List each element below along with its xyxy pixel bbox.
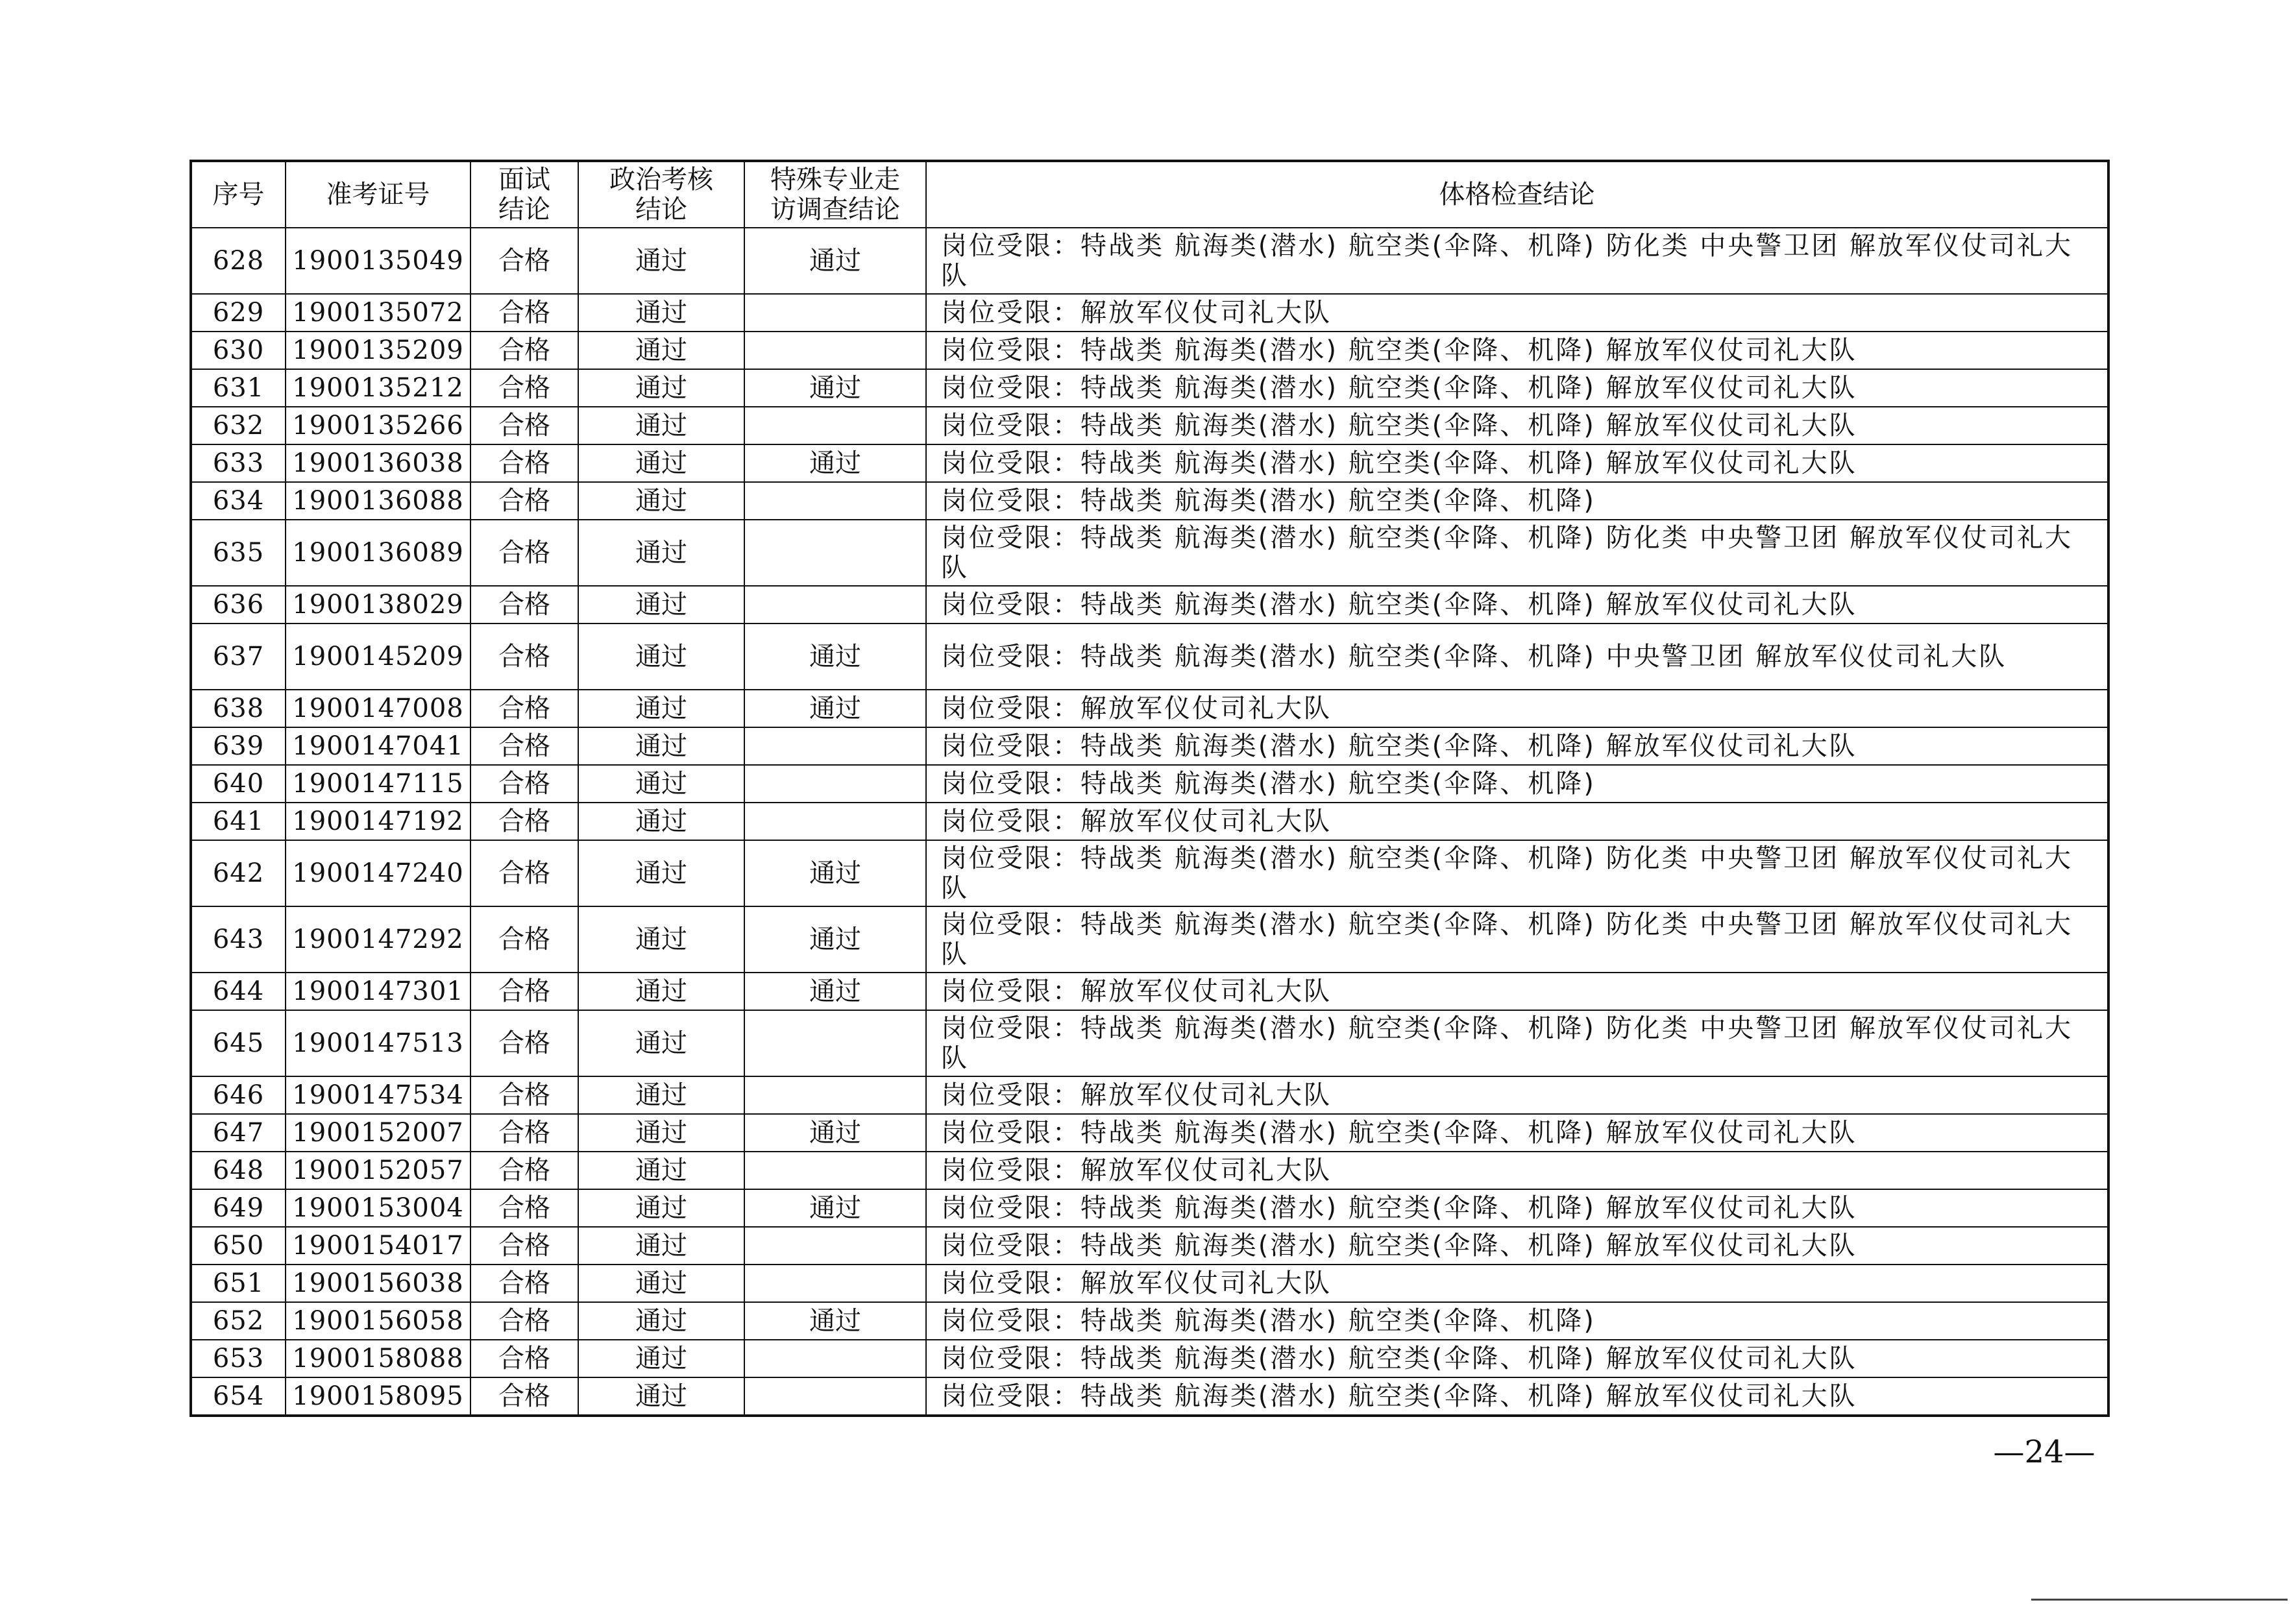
table-row bbox=[191, 520, 2108, 586]
cell-political: 通过 bbox=[578, 803, 744, 840]
header-special bbox=[744, 161, 926, 228]
table-row bbox=[191, 1340, 2108, 1377]
cell-special bbox=[744, 727, 926, 765]
cell-special bbox=[744, 1076, 926, 1114]
table-row bbox=[191, 1227, 2108, 1265]
cell-political: 通过 bbox=[578, 1377, 744, 1416]
table-header bbox=[191, 161, 2108, 228]
cell-ticket: 1900147240 bbox=[286, 840, 470, 906]
cell-political: 通过 bbox=[578, 906, 744, 973]
cell-interview: 合格 bbox=[470, 623, 578, 690]
cell-political: 通过 bbox=[578, 623, 744, 690]
cell-ticket: 1900147534 bbox=[286, 1076, 470, 1114]
cell-political: 通过 bbox=[578, 727, 744, 765]
cell-physical: 岗位受限：特战类 航海类(潜水) 航空类(伞降、机降) bbox=[926, 765, 2108, 803]
header-physical: 体格检查结论 bbox=[926, 161, 2108, 228]
cell-physical: 岗位受限：解放军仪仗司礼大队 bbox=[926, 973, 2108, 1010]
cell-seq: 653 bbox=[191, 1340, 286, 1377]
cell-ticket: 1900135212 bbox=[286, 369, 470, 407]
cell-ticket: 1900154017 bbox=[286, 1227, 470, 1265]
cell-special: 通过 bbox=[744, 228, 926, 294]
cell-seq: 649 bbox=[191, 1189, 286, 1227]
cell-physical: 岗位受限：特战类 航海类(潜水) 航空类(伞降、机降) 防化类 中央警卫团 解放军仪仗司礼大队 bbox=[926, 228, 2108, 294]
cell-seq: 654 bbox=[191, 1377, 286, 1416]
cell-political: 通过 bbox=[578, 1076, 744, 1114]
cell-physical: 岗位受限：解放军仪仗司礼大队 bbox=[926, 1265, 2108, 1302]
cell-ticket: 1900156058 bbox=[286, 1302, 470, 1340]
table-row bbox=[191, 369, 2108, 407]
header-interview-line1: 面试 bbox=[498, 165, 550, 195]
cell-interview: 合格 bbox=[470, 482, 578, 520]
cell-seq: 640 bbox=[191, 765, 286, 803]
cell-physical: 岗位受限：特战类 航海类(潜水) 航空类(伞降、机降) 防化类 中央警卫团 解放军仪仗司礼大队 bbox=[926, 840, 2108, 906]
cell-physical: 岗位受限：特战类 航海类(潜水) 航空类(伞降、机降) 解放军仪仗司礼大队 bbox=[926, 1227, 2108, 1265]
cell-ticket: 1900153004 bbox=[286, 1189, 470, 1227]
cell-interview: 合格 bbox=[470, 1340, 578, 1377]
cell-physical: 岗位受限：特战类 航海类(潜水) 航空类(伞降、机降) 解放军仪仗司礼大队 bbox=[926, 586, 2108, 623]
table-row bbox=[191, 1189, 2108, 1227]
cell-seq: 652 bbox=[191, 1302, 286, 1340]
cell-physical: 岗位受限：特战类 航海类(潜水) 航空类(伞降、机降) 防化类 中央警卫团 解放军仪仗司礼大队 bbox=[926, 1010, 2108, 1076]
cell-special: 通过 bbox=[744, 840, 926, 906]
cell-seq: 633 bbox=[191, 444, 286, 482]
cell-ticket: 1900147301 bbox=[286, 973, 470, 1010]
page-number: —24— bbox=[1993, 1434, 2095, 1470]
table-row bbox=[191, 1265, 2108, 1302]
cell-interview: 合格 bbox=[470, 369, 578, 407]
cell-political: 通过 bbox=[578, 765, 744, 803]
cell-interview: 合格 bbox=[470, 765, 578, 803]
cell-special bbox=[744, 482, 926, 520]
cell-interview: 合格 bbox=[470, 1302, 578, 1340]
header-political-line2: 结论 bbox=[635, 195, 687, 224]
cell-seq: 628 bbox=[191, 228, 286, 294]
cell-political: 通过 bbox=[578, 840, 744, 906]
cell-ticket: 1900135049 bbox=[286, 228, 470, 294]
table-row bbox=[191, 1114, 2108, 1152]
cell-interview: 合格 bbox=[470, 586, 578, 623]
cell-interview: 合格 bbox=[470, 973, 578, 1010]
cell-interview: 合格 bbox=[470, 1265, 578, 1302]
cell-political: 通过 bbox=[578, 294, 744, 332]
cell-special bbox=[744, 1265, 926, 1302]
header-special-line2: 访调查结论 bbox=[770, 195, 900, 224]
header-political bbox=[578, 161, 744, 228]
cell-political: 通过 bbox=[578, 690, 744, 727]
cell-interview: 合格 bbox=[470, 407, 578, 444]
table-row bbox=[191, 803, 2108, 840]
cell-ticket: 1900138029 bbox=[286, 586, 470, 623]
table-row bbox=[191, 690, 2108, 727]
table-row bbox=[191, 840, 2108, 906]
cell-ticket: 1900147513 bbox=[286, 1010, 470, 1076]
cell-ticket: 1900136038 bbox=[286, 444, 470, 482]
cell-special bbox=[744, 1340, 926, 1377]
cell-special bbox=[744, 1152, 926, 1189]
header-interview-line2: 结论 bbox=[498, 195, 550, 224]
cell-ticket: 1900147008 bbox=[286, 690, 470, 727]
cell-ticket: 1900158095 bbox=[286, 1377, 470, 1416]
cell-physical: 岗位受限：特战类 航海类(潜水) 航空类(伞降、机降) 解放军仪仗司礼大队 bbox=[926, 1377, 2108, 1416]
cell-seq: 642 bbox=[191, 840, 286, 906]
cell-ticket: 1900156038 bbox=[286, 1265, 470, 1302]
table-row bbox=[191, 973, 2108, 1010]
table-row bbox=[191, 727, 2108, 765]
cell-physical: 岗位受限：解放军仪仗司礼大队 bbox=[926, 1076, 2108, 1114]
cell-special: 通过 bbox=[744, 973, 926, 1010]
cell-physical: 岗位受限：特战类 航海类(潜水) 航空类(伞降、机降) 中央警卫团 解放军仪仗司礼大队 bbox=[926, 623, 2108, 690]
table-row bbox=[191, 906, 2108, 973]
cell-special bbox=[744, 803, 926, 840]
cell-special bbox=[744, 1377, 926, 1416]
cell-ticket: 1900135072 bbox=[286, 294, 470, 332]
cell-political: 通过 bbox=[578, 586, 744, 623]
cell-physical: 岗位受限：解放军仪仗司礼大队 bbox=[926, 690, 2108, 727]
cell-physical: 岗位受限：特战类 航海类(潜水) 航空类(伞降、机降) 解放军仪仗司礼大队 bbox=[926, 1189, 2108, 1227]
cell-seq: 643 bbox=[191, 906, 286, 973]
cell-seq: 650 bbox=[191, 1227, 286, 1265]
cell-physical: 岗位受限：解放军仪仗司礼大队 bbox=[926, 294, 2108, 332]
cell-political: 通过 bbox=[578, 1265, 744, 1302]
cell-interview: 合格 bbox=[470, 803, 578, 840]
cell-ticket: 1900152057 bbox=[286, 1152, 470, 1189]
cell-physical: 岗位受限：特战类 航海类(潜水) 航空类(伞降、机降) 解放军仪仗司礼大队 bbox=[926, 444, 2108, 482]
table-row bbox=[191, 228, 2108, 294]
cell-interview: 合格 bbox=[470, 1377, 578, 1416]
cell-physical: 岗位受限：解放军仪仗司礼大队 bbox=[926, 1152, 2108, 1189]
cell-seq: 645 bbox=[191, 1010, 286, 1076]
header-ticket: 准考证号 bbox=[286, 161, 470, 228]
table-body bbox=[191, 228, 2108, 1416]
cell-physical: 岗位受限：特战类 航海类(潜水) 航空类(伞降、机降) 解放军仪仗司礼大队 bbox=[926, 727, 2108, 765]
cell-interview: 合格 bbox=[470, 444, 578, 482]
cell-physical: 岗位受限：特战类 航海类(潜水) 航空类(伞降、机降) 解放军仪仗司礼大队 bbox=[926, 369, 2108, 407]
table-row bbox=[191, 765, 2108, 803]
cell-special: 通过 bbox=[744, 369, 926, 407]
cell-ticket: 1900136089 bbox=[286, 520, 470, 586]
cell-seq: 630 bbox=[191, 332, 286, 369]
cell-political: 通过 bbox=[578, 407, 744, 444]
cell-political: 通过 bbox=[578, 1189, 744, 1227]
table-row bbox=[191, 482, 2108, 520]
cell-seq: 638 bbox=[191, 690, 286, 727]
table-row bbox=[191, 294, 2108, 332]
cell-interview: 合格 bbox=[470, 228, 578, 294]
cell-ticket: 1900135266 bbox=[286, 407, 470, 444]
cell-special bbox=[744, 407, 926, 444]
cell-seq: 646 bbox=[191, 1076, 286, 1114]
cell-seq: 635 bbox=[191, 520, 286, 586]
cell-seq: 639 bbox=[191, 727, 286, 765]
cell-seq: 634 bbox=[191, 482, 286, 520]
cell-interview: 合格 bbox=[470, 1227, 578, 1265]
cell-interview: 合格 bbox=[470, 840, 578, 906]
cell-seq: 631 bbox=[191, 369, 286, 407]
cell-physical: 岗位受限：特战类 航海类(潜水) 航空类(伞降、机降) 解放军仪仗司礼大队 bbox=[926, 1114, 2108, 1152]
table-row bbox=[191, 444, 2108, 482]
header-political-line1: 政治考核 bbox=[609, 165, 713, 195]
cell-political: 通过 bbox=[578, 332, 744, 369]
cell-ticket: 1900158088 bbox=[286, 1340, 470, 1377]
cell-ticket: 1900147041 bbox=[286, 727, 470, 765]
cell-political: 通过 bbox=[578, 520, 744, 586]
cell-ticket: 1900145209 bbox=[286, 623, 470, 690]
cell-seq: 644 bbox=[191, 973, 286, 1010]
cell-special: 通过 bbox=[744, 444, 926, 482]
cell-physical: 岗位受限：特战类 航海类(潜水) 航空类(伞降、机降) 解放军仪仗司礼大队 bbox=[926, 332, 2108, 369]
cell-political: 通过 bbox=[578, 369, 744, 407]
cell-seq: 641 bbox=[191, 803, 286, 840]
cell-ticket: 1900147115 bbox=[286, 765, 470, 803]
header-special-line1: 特殊专业走 bbox=[770, 165, 900, 195]
cell-political: 通过 bbox=[578, 444, 744, 482]
cell-seq: 629 bbox=[191, 294, 286, 332]
cell-physical: 岗位受限：特战类 航海类(潜水) 航空类(伞降、机降) 解放军仪仗司礼大队 bbox=[926, 407, 2108, 444]
cell-seq: 648 bbox=[191, 1152, 286, 1189]
cell-ticket: 1900147292 bbox=[286, 906, 470, 973]
cell-interview: 合格 bbox=[470, 332, 578, 369]
cell-seq: 632 bbox=[191, 407, 286, 444]
results-table bbox=[189, 160, 2110, 1417]
table-row bbox=[191, 1076, 2108, 1114]
cell-ticket: 1900152007 bbox=[286, 1114, 470, 1152]
cell-seq: 636 bbox=[191, 586, 286, 623]
cell-interview: 合格 bbox=[470, 1010, 578, 1076]
table-row bbox=[191, 586, 2108, 623]
cell-special: 通过 bbox=[744, 1302, 926, 1340]
cell-political: 通过 bbox=[578, 482, 744, 520]
cell-political: 通过 bbox=[578, 1010, 744, 1076]
table-row bbox=[191, 1377, 2108, 1416]
cell-seq: 637 bbox=[191, 623, 286, 690]
table-row bbox=[191, 332, 2108, 369]
cell-political: 通过 bbox=[578, 1340, 744, 1377]
cell-interview: 合格 bbox=[470, 1152, 578, 1189]
cell-physical: 岗位受限：特战类 航海类(潜水) 航空类(伞降、机降) 防化类 中央警卫团 解放军仪仗司礼大队 bbox=[926, 906, 2108, 973]
cell-interview: 合格 bbox=[470, 294, 578, 332]
cell-interview: 合格 bbox=[470, 906, 578, 973]
cell-special bbox=[744, 520, 926, 586]
cell-interview: 合格 bbox=[470, 1189, 578, 1227]
cell-special bbox=[744, 332, 926, 369]
table-row bbox=[191, 1152, 2108, 1189]
cell-political: 通过 bbox=[578, 1114, 744, 1152]
cell-interview: 合格 bbox=[470, 727, 578, 765]
cell-special: 通过 bbox=[744, 906, 926, 973]
header-seq: 序号 bbox=[191, 161, 286, 228]
cell-interview: 合格 bbox=[470, 690, 578, 727]
cell-physical: 岗位受限：特战类 航海类(潜水) 航空类(伞降、机降) bbox=[926, 1302, 2108, 1340]
header-interview bbox=[470, 161, 578, 228]
cell-special bbox=[744, 294, 926, 332]
cell-physical: 岗位受限：解放军仪仗司礼大队 bbox=[926, 803, 2108, 840]
cell-physical: 岗位受限：特战类 航海类(潜水) 航空类(伞降、机降) 解放军仪仗司礼大队 bbox=[926, 1340, 2108, 1377]
cell-political: 通过 bbox=[578, 1152, 744, 1189]
cell-special: 通过 bbox=[744, 1189, 926, 1227]
cell-special: 通过 bbox=[744, 690, 926, 727]
cell-interview: 合格 bbox=[470, 1114, 578, 1152]
cell-special: 通过 bbox=[744, 623, 926, 690]
cell-political: 通过 bbox=[578, 228, 744, 294]
cell-seq: 651 bbox=[191, 1265, 286, 1302]
cell-special: 通过 bbox=[744, 1114, 926, 1152]
table-row bbox=[191, 1010, 2108, 1076]
table-row bbox=[191, 1302, 2108, 1340]
cell-seq: 647 bbox=[191, 1114, 286, 1152]
cell-physical: 岗位受限：特战类 航海类(潜水) 航空类(伞降、机降) 防化类 中央警卫团 解放军仪仗司礼大队 bbox=[926, 520, 2108, 586]
cell-special bbox=[744, 1227, 926, 1265]
cell-special bbox=[744, 586, 926, 623]
cell-ticket: 1900147192 bbox=[286, 803, 470, 840]
cell-special bbox=[744, 1010, 926, 1076]
cell-physical: 岗位受限：特战类 航海类(潜水) 航空类(伞降、机降) bbox=[926, 482, 2108, 520]
table-row bbox=[191, 623, 2108, 690]
cell-ticket: 1900135209 bbox=[286, 332, 470, 369]
table-row bbox=[191, 407, 2108, 444]
footer-rule bbox=[2031, 1599, 2288, 1601]
cell-ticket: 1900136088 bbox=[286, 482, 470, 520]
cell-special bbox=[744, 765, 926, 803]
cell-interview: 合格 bbox=[470, 1076, 578, 1114]
cell-political: 通过 bbox=[578, 1227, 744, 1265]
cell-political: 通过 bbox=[578, 973, 744, 1010]
cell-political: 通过 bbox=[578, 1302, 744, 1340]
cell-interview: 合格 bbox=[470, 520, 578, 586]
